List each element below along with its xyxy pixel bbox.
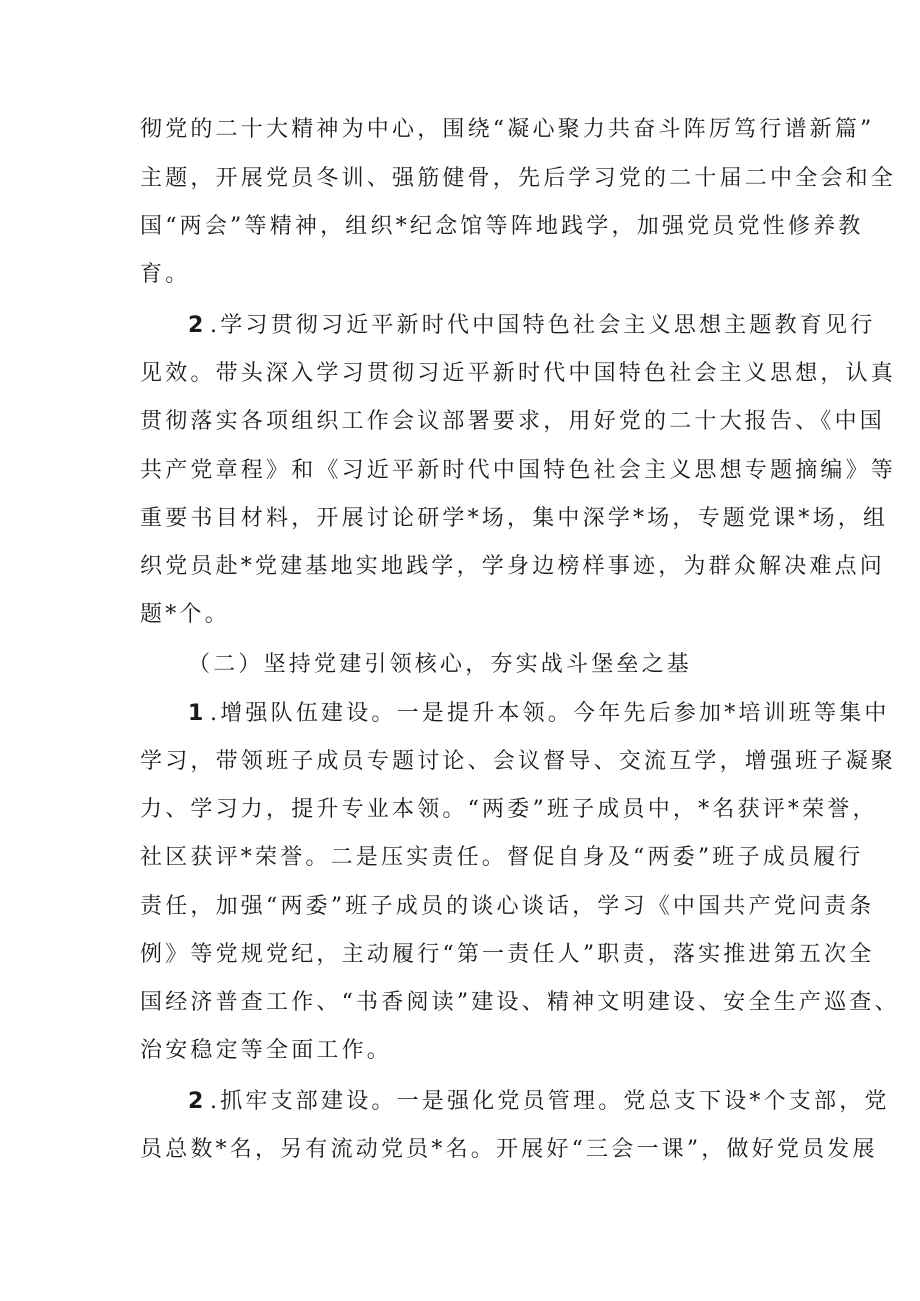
item-2-line-3: 贯彻落实各项组织工作会议部署要求，用好党的二十大报告、《中国 bbox=[140, 409, 886, 434]
item-1-line-7: 国经济普查工作、“书香阅读”建设、精神文明建设、安全生产巡查、 bbox=[140, 990, 900, 1015]
item-2-line-2: 见效。带头深入学习贯彻习近平新时代中国特色社会主义思想，认真 bbox=[140, 361, 897, 386]
section-heading: （二）坚持党建引领核心，夯实战斗堡垒之基 bbox=[188, 652, 693, 677]
item-1-line-5: 责任，加强“两委”班子成员的谈心谈话，学习《中国共产党问责条 bbox=[140, 894, 875, 919]
item-2-number: 2 bbox=[188, 313, 207, 338]
item-1-number: 1 bbox=[188, 701, 207, 726]
item-2-line-1: .学习贯彻习近平新时代中国特色社会主义思想主题教育见行 bbox=[210, 313, 876, 338]
item-1-line-6: 例》等党规党纪，主动履行“第一责任人”职责，落实推进第五次全 bbox=[140, 942, 875, 967]
paragraph-1-line-2: 主题，开展党员冬训、强筋健骨，先后学习党的二十届二中全会和全 bbox=[140, 166, 897, 191]
paragraph-1-line-3: 国“两会”等精神，组织*纪念馆等阵地践学，加强党员党性修养教 bbox=[140, 214, 864, 239]
item-2b-number: 2 bbox=[188, 1089, 207, 1114]
item-1-line-1: .增强队伍建设。一是提升本领。今年先后参加*培训班等集中 bbox=[210, 701, 890, 726]
item-2-line-5: 重要书目材料，开展讨论研学*场，集中深学*场，专题党课*场，组 bbox=[140, 506, 889, 531]
item-1-line-4: 社区获评*荣誉。二是压实责任。督促自身及“两委”班子成员履行 bbox=[140, 845, 864, 870]
paragraph-1-line-4: 育。 bbox=[140, 262, 191, 287]
item-2-line-7: 题*个。 bbox=[140, 602, 230, 627]
item-2b-line-2: 员总数*名，另有流动党员*名。开展好“三会一课”，做好党员发展 bbox=[140, 1137, 878, 1162]
item-1-line-3: 力、学习力，提升专业本领。“两委”班子成员中，*名获评*荣誉， bbox=[140, 797, 878, 822]
item-2-line-6: 织党员赴*党建基地实地践学，学身边榜样事迹，为群众解决难点问 bbox=[140, 554, 886, 579]
paragraph-1-line-1: 彻党的二十大精神为中心，围绕“凝心聚力共奋斗阵厉笃行谱新篇” bbox=[140, 117, 875, 142]
item-1-line-2: 学习，带领班子成员专题讨论、会议督导、交流互学，增强班子凝聚 bbox=[140, 749, 897, 774]
item-2b-line-1: .抓牢支部建设。一是强化党员管理。党总支下设*个支部，党 bbox=[210, 1089, 890, 1114]
item-2-line-4: 共产党章程》和《习近平新时代中国特色社会主义思想专题摘编》等 bbox=[140, 458, 897, 483]
item-1-line-8: 治安稳定等全面工作。 bbox=[140, 1038, 393, 1063]
